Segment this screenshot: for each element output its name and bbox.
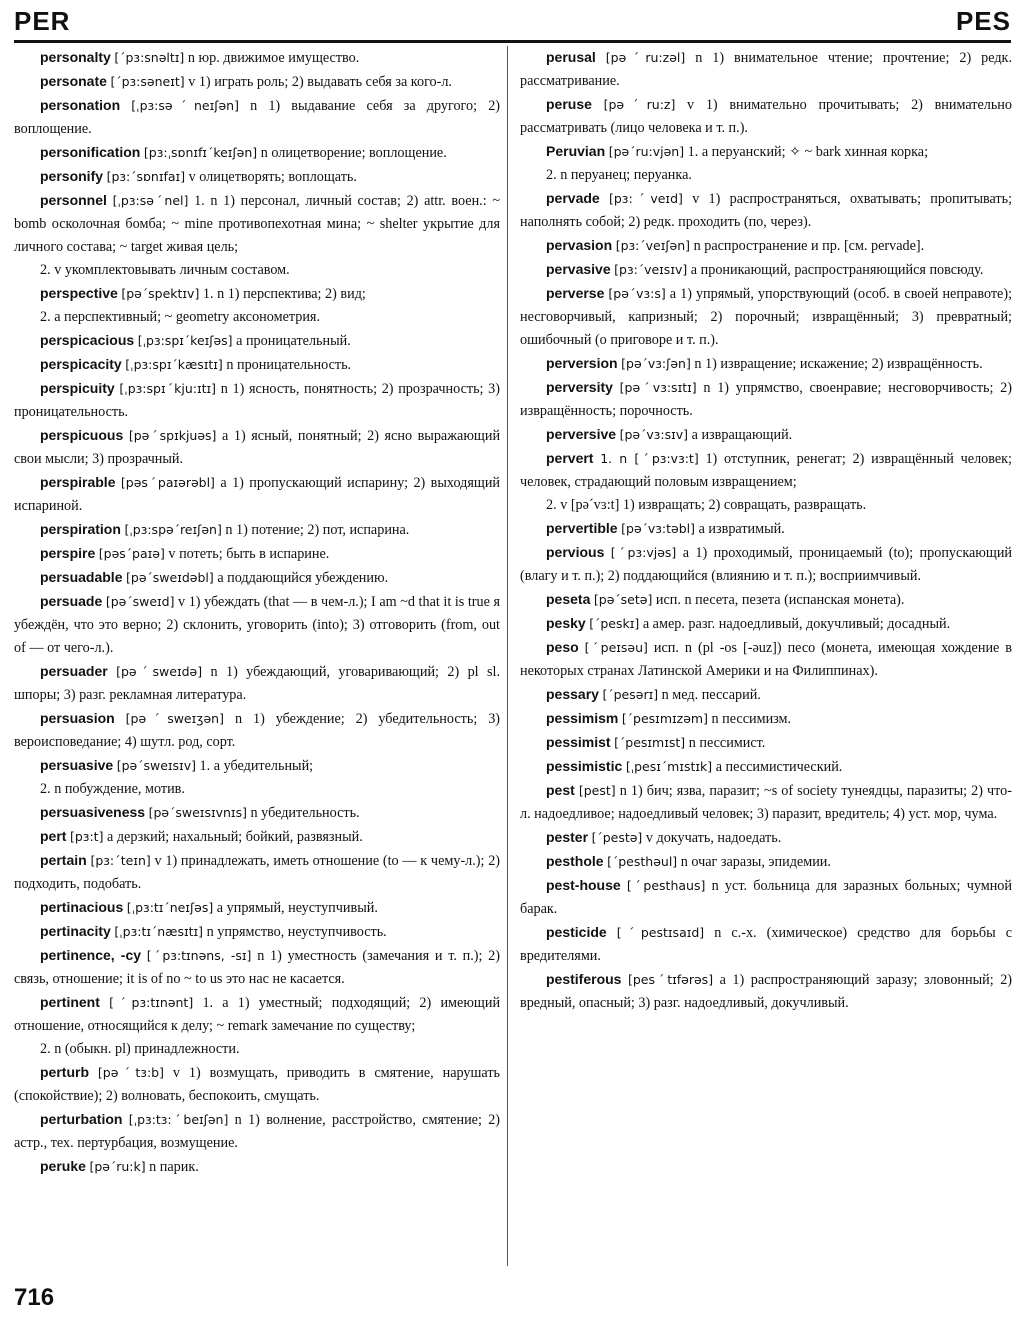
entry-definition: n 1) убеждающий, уговаривающий; 2) pl sl. шпоры; 3) разг. рекламная литература. bbox=[14, 664, 501, 703]
entry-definition: a амер. разг. надоедливый, докучливый; досадный. bbox=[642, 616, 951, 632]
entry-headword: perusal bbox=[546, 49, 596, 65]
entry-transcription: [pəsˊpaɪə] bbox=[98, 546, 165, 561]
entry-headword: persuader bbox=[40, 663, 108, 679]
dictionary-entry bbox=[14, 377, 500, 424]
entry-transcription: [ˊpɜ:vjəs] bbox=[610, 545, 677, 560]
dictionary-entry bbox=[14, 1155, 500, 1179]
entry-transcription: [ˊpɜ:tɪnəns, -sɪ] bbox=[146, 948, 252, 963]
entry-transcription: [ˊpeɪsəu] bbox=[584, 640, 648, 655]
entry-headword: pervasion bbox=[546, 237, 613, 253]
entry-headword: perspicacity bbox=[40, 356, 122, 372]
entry-transcription: [ˌpɜ:spəˊreɪʃən] bbox=[124, 522, 222, 537]
entry-transcription: [ˌpɜ:tɜ:ˊbeɪʃən] bbox=[128, 1112, 229, 1127]
dictionary-entry bbox=[520, 140, 1012, 164]
entry-transcription: [ˊpesərɪ] bbox=[602, 687, 659, 702]
entry-transcription: [pəˊvɜ:sɪtɪ] bbox=[619, 380, 697, 395]
dictionary-entry bbox=[520, 921, 1012, 968]
dictionary-entry bbox=[520, 93, 1012, 140]
entry-transcription: 1. n [ˊpɜ:vɜ:t] bbox=[600, 451, 699, 466]
entry-headword: pervasive bbox=[546, 261, 611, 277]
entry-transcription: [pɜ:ˊveɪʃən] bbox=[615, 238, 691, 253]
entry-headword: pest bbox=[546, 782, 575, 798]
entry-headword: pestiferous bbox=[546, 971, 622, 987]
dictionary-entry bbox=[14, 353, 500, 377]
entry-headword: perspicuous bbox=[40, 427, 124, 443]
entry-transcription: [pəsˊpaɪərəbl] bbox=[120, 475, 215, 490]
dictionary-entry bbox=[520, 164, 1012, 187]
entry-headword: perspicuity bbox=[40, 380, 115, 396]
entry-transcription: [pɜ:ˊveɪsɪv] bbox=[614, 262, 688, 277]
entry-headword: perturb bbox=[40, 1064, 89, 1080]
entry-transcription: [ˊpesthaus] bbox=[626, 878, 706, 893]
entry-headword: pertinent bbox=[40, 994, 100, 1010]
entry-definition: n очаг заразы, эпидемии. bbox=[680, 854, 831, 870]
entry-headword: perspiration bbox=[40, 521, 121, 537]
entry-transcription: [pəˊvɜ:s] bbox=[608, 286, 666, 301]
dictionary-entry bbox=[14, 944, 500, 991]
entry-definition: 1. n 1) перспектива; 2) вид; bbox=[202, 286, 366, 302]
entry-headword: persuasive bbox=[40, 757, 114, 773]
dictionary-entry bbox=[14, 896, 500, 920]
entry-transcription: [pəˊsweɪsɪvnɪs] bbox=[148, 805, 247, 820]
entry-headword: personate bbox=[40, 73, 107, 89]
entry-transcription: [pəˊsweɪd] bbox=[105, 594, 175, 609]
entry-definition: n с.-х. (химическое) средство для борьбы с вредителями. bbox=[520, 925, 1012, 964]
entry-definition: v 1) внимательно прочитывать; 2) внимательно рассматривать (лицо человека и т. п.). bbox=[520, 97, 1012, 136]
entry-headword: pessary bbox=[546, 686, 599, 702]
entry-definition: n 1) бич; язва, паразит; ~s of society тунеядцы, паразиты; 2) что-л. надоедливое; надоедливый человек; 3) паразит, вредитель; 4) уст. мор, чума. bbox=[520, 783, 1012, 822]
entry-headword: pessimistic bbox=[546, 758, 623, 774]
entry-transcription: [pɜ:ˊveɪd] bbox=[608, 191, 683, 206]
entry-transcription: [ˌpɜ:tɪˊneɪʃəs] bbox=[126, 900, 214, 915]
entry-definition: 1. n 1) персонал, личный состав; 2) attr. воен.: ~ bomb осколочная бомба; ~ mine противопехотная мина; ~ shelter укрытие для личного состава; ~ target живая цель; bbox=[14, 193, 501, 255]
dictionary-entry bbox=[14, 329, 500, 353]
dictionary-entry bbox=[520, 234, 1012, 258]
dictionary-entry bbox=[520, 755, 1012, 779]
entry-definition: 2. n (обыкн. pl) принадлежности. bbox=[40, 1041, 240, 1057]
entry-definition: a упрямый, неуступчивый. bbox=[216, 900, 378, 916]
dictionary-entry bbox=[14, 46, 500, 70]
entry-transcription: [pɜ:ˌsɒnɪfɪˊkeɪʃən] bbox=[143, 145, 258, 160]
entry-headword: perspicacious bbox=[40, 332, 135, 348]
entry-headword: pervert bbox=[546, 450, 594, 466]
entry-headword: personalty bbox=[40, 49, 111, 65]
dictionary-entry bbox=[520, 826, 1012, 850]
entry-definition: a 1) упрямый, упорствующий (особ. в своей неправоте); несговорчивый, капризный; 2) порочный; извращённый; 3) превратный; ошибочный (о приговоре и т. п.). bbox=[520, 286, 1013, 348]
entry-definition: a 1) проходимый, проницаемый (to); пропускающий (влагу и т. п.); 2) поддающийся (влиянию и т. п.); восприимчивый. bbox=[520, 545, 1013, 584]
entry-transcription: [ˊpestə] bbox=[591, 830, 643, 845]
dictionary-entry bbox=[520, 187, 1012, 234]
entry-headword: pest-house bbox=[546, 877, 621, 893]
entry-definition: a проницательный. bbox=[236, 333, 351, 349]
page-header bbox=[14, 4, 1011, 43]
dictionary-entry bbox=[520, 46, 1012, 93]
entry-definition: n пессимизм. bbox=[711, 711, 792, 727]
dictionary-entry bbox=[14, 566, 500, 590]
entry-definition: a поддающийся убеждению. bbox=[217, 570, 389, 586]
entry-transcription: [pest] bbox=[578, 783, 616, 798]
entry-transcription: [ˌpɜ:səˊneɪʃən] bbox=[131, 98, 239, 113]
entry-headword: Peruvian bbox=[546, 143, 606, 159]
entry-transcription: [pəˊspektɪv] bbox=[121, 286, 200, 301]
dictionary-entry bbox=[520, 423, 1012, 447]
dictionary-entry bbox=[14, 189, 500, 259]
entry-transcription: [ˊpesɪmɪst] bbox=[614, 735, 686, 750]
entry-transcription: [ˌpɜ:spɪˊkeɪʃəs] bbox=[137, 333, 233, 348]
entry-transcription: [pesˊtɪfərəs] bbox=[628, 972, 714, 987]
entry-transcription: [ˊpeskɪ] bbox=[589, 616, 640, 631]
entry-definition: 2. a перспективный; ~ geometry аксонометрия. bbox=[40, 309, 321, 325]
entry-headword: pervade bbox=[546, 190, 600, 206]
entry-definition: 1. a 1) уместный; подходящий; 2) имеющий отношение, относящийся к делу; ~ remark замечание по существу; bbox=[14, 995, 501, 1034]
entry-headword: persuade bbox=[40, 593, 103, 609]
dictionary-entry bbox=[520, 376, 1012, 423]
dictionary-entry bbox=[520, 588, 1012, 612]
entry-transcription: [pəˊspɪkjuəs] bbox=[128, 428, 217, 443]
entry-headword: pesky bbox=[546, 615, 586, 631]
entry-transcription: [pəˊru:vjən] bbox=[608, 144, 685, 159]
entry-headword: peruse bbox=[546, 96, 592, 112]
entry-headword: personification bbox=[40, 144, 141, 160]
dictionary-entry bbox=[14, 70, 500, 94]
entry-definition: v 1) возмущать, приводить в смятение, нарушать (спокойствие); 2) волновать, беспокоить, смущать. bbox=[14, 1065, 501, 1104]
entry-definition: a 1) ясный, понятный; 2) ясно выражающий свои мысли; 3) прозрачный. bbox=[14, 428, 501, 467]
entry-definition: n проницательность. bbox=[226, 357, 352, 373]
entry-definition: v 1) убеждать (that — в чем-л.); I am ~d that it is true я убеждён, что это верно; 2) склонить, уговорить (into); 3) отговорить (from, out of — от чего-л.). bbox=[14, 594, 500, 656]
entry-headword: perspective bbox=[40, 285, 118, 301]
entry-definition: 2. v укомплектовывать личным составом. bbox=[40, 262, 290, 278]
entry-definition: a 1) распространяющий заразу; зловонный; 2) вредный, опасный; 3) разг. надоедливый, докучливый. bbox=[520, 972, 1013, 1011]
entry-definition: n парик. bbox=[149, 1159, 199, 1175]
entry-headword: persuadable bbox=[40, 569, 123, 585]
entry-transcription: [pəˊvɜ:ʃən] bbox=[621, 356, 691, 371]
entry-transcription: [ˊpɜ:səneɪt] bbox=[110, 74, 185, 89]
dictionary-entry bbox=[520, 447, 1012, 494]
entry-definition: n 1) уместность (замечания и т. п.); 2) связь, отношение; it is of no ~ to us это нас не касается. bbox=[14, 948, 501, 987]
dictionary-entry bbox=[520, 541, 1012, 588]
entry-definition: n 1) выдавание себя за другого; 2) воплощение. bbox=[14, 98, 501, 137]
dictionary-entry bbox=[14, 94, 500, 141]
entry-definition: v потеть; быть в испарине. bbox=[168, 546, 330, 562]
dictionary-entry bbox=[14, 590, 500, 660]
entry-definition: a извратимый. bbox=[698, 521, 785, 537]
entry-definition: v 1) распространяться, охватывать; пропитывать; наполнять собой; 2) редк. проходить (по, через). bbox=[520, 191, 1013, 230]
entry-headword: pert bbox=[40, 828, 67, 844]
dictionary-entry bbox=[14, 849, 500, 896]
entry-transcription: [pəˊvɜ:təbl] bbox=[621, 521, 696, 536]
entry-headword: perversity bbox=[546, 379, 613, 395]
entry-definition: 2. n перуанец; перуанка. bbox=[546, 167, 692, 183]
dictionary-entry bbox=[14, 141, 500, 165]
entry-transcription: [pɜ:t] bbox=[70, 829, 104, 844]
left-column bbox=[14, 46, 500, 1179]
dictionary-entry bbox=[14, 991, 500, 1038]
entry-transcription: [pəˊsweɪsɪv] bbox=[116, 758, 196, 773]
entry-definition: n 1) ясность, понятность; 2) прозрачность; 3) проницательность. bbox=[14, 381, 500, 420]
dictionary-entry bbox=[520, 494, 1012, 517]
entry-definition: 1. a перуанский; ✧ ~ bark хинная корка; bbox=[687, 144, 929, 160]
dictionary-entry bbox=[14, 660, 500, 707]
entry-definition: 1) отступник, ренегат; 2) извращённый человек; человек, страдающий половым извращением; bbox=[520, 451, 1012, 490]
dictionary-entry bbox=[14, 282, 500, 306]
entry-transcription: [pəˊtɜ:b] bbox=[97, 1065, 164, 1080]
dictionary-entry bbox=[520, 707, 1012, 731]
entry-transcription: [pəˊvɜ:sɪv] bbox=[619, 427, 689, 442]
entry-headword: perturbation bbox=[40, 1111, 123, 1127]
dictionary-entry bbox=[14, 165, 500, 189]
entry-headword: pessimism bbox=[546, 710, 619, 726]
entry-definition: n 1) убеждение; 2) убедительность; 3) вероисповедание; 4) шутл. род, сорт. bbox=[14, 711, 501, 750]
entry-definition: n олицетворение; воплощение. bbox=[260, 145, 447, 161]
entry-headword: pessimist bbox=[546, 734, 611, 750]
entry-headword: pertain bbox=[40, 852, 87, 868]
dictionary-entry bbox=[14, 825, 500, 849]
dictionary-entry bbox=[520, 968, 1012, 1015]
entry-headword: persuasion bbox=[40, 710, 115, 726]
entry-definition: v докучать, надоедать. bbox=[645, 830, 782, 846]
dictionary-entry bbox=[14, 801, 500, 825]
entry-headword: pervertible bbox=[546, 520, 618, 536]
entry-definition: n пессимист. bbox=[688, 735, 766, 751]
dictionary-entry bbox=[520, 612, 1012, 636]
entry-definition: 1. a убедительный; bbox=[199, 758, 314, 774]
dictionary-entry bbox=[14, 259, 500, 282]
entry-headword: peruke bbox=[40, 1158, 86, 1174]
dictionary-entry bbox=[14, 1108, 500, 1155]
entry-transcription: [ˊpɜ:tɪnənt] bbox=[109, 995, 194, 1010]
entry-definition: исп. n песета, пезета (испанская монета). bbox=[655, 592, 905, 608]
entry-headword: pesthole bbox=[546, 853, 604, 869]
entry-definition: n уст. больница для заразных больных; чумной барак. bbox=[520, 878, 1012, 917]
entry-transcription: [pɜ:ˊteɪn] bbox=[90, 853, 151, 868]
entry-headword: perspire bbox=[40, 545, 96, 561]
entry-transcription: [ˌpɜ:tɪˊnæsɪtɪ] bbox=[114, 924, 204, 939]
entry-headword: pervious bbox=[546, 544, 605, 560]
column-divider bbox=[507, 46, 508, 1266]
entry-definition: n мед. пессарий. bbox=[661, 687, 761, 703]
dictionary-entry bbox=[520, 282, 1012, 352]
entry-definition: a извращающий. bbox=[691, 427, 793, 443]
entry-transcription: [ˊpɜ:snəltɪ] bbox=[114, 50, 185, 65]
dictionary-entry bbox=[520, 683, 1012, 707]
entry-headword: perverse bbox=[546, 285, 605, 301]
entry-headword: persuasiveness bbox=[40, 804, 146, 820]
entry-headword: peso bbox=[546, 639, 579, 655]
dictionary-entry bbox=[14, 707, 500, 754]
entry-headword: pesticide bbox=[546, 924, 607, 940]
entry-definition: n 1) внимательное чтение; прочтение; 2) редк. рассматривание. bbox=[520, 50, 1013, 89]
entry-headword: perversion bbox=[546, 355, 618, 371]
dictionary-entry bbox=[14, 424, 500, 471]
entry-headword: perspirable bbox=[40, 474, 116, 490]
entry-definition: a проникающий, распространяющийся повсюду. bbox=[690, 262, 984, 278]
dictionary-entry bbox=[14, 518, 500, 542]
entry-transcription: [ˊpesthəul] bbox=[607, 854, 678, 869]
entry-definition: n 1) волнение, расстройство, смятение; 2) астр., тех. пертурбация, возмущение. bbox=[14, 1112, 501, 1151]
entry-transcription: [ˊpesɪmɪzəm] bbox=[621, 711, 708, 726]
dictionary-entry bbox=[14, 542, 500, 566]
dictionary-entry bbox=[14, 471, 500, 518]
entry-headword: peseta bbox=[546, 591, 591, 607]
entry-definition: n юр. движимое имущество. bbox=[187, 50, 360, 66]
entry-transcription: [pəˊsweɪdəbl] bbox=[126, 570, 214, 585]
dictionary-entry bbox=[520, 731, 1012, 755]
entry-headword: personify bbox=[40, 168, 104, 184]
entry-definition: n убедительность. bbox=[250, 805, 360, 821]
entry-definition: a 1) пропускающий испарину; 2) выходящий испариной. bbox=[14, 475, 501, 514]
entry-definition: a пессимистический. bbox=[715, 759, 843, 775]
entry-definition: 2. v [pəˊvɜ:t] 1) извращать; 2) совращать, развращать. bbox=[546, 497, 867, 513]
entry-definition: n распространение и пр. [см. pervade]. bbox=[693, 238, 925, 254]
entry-transcription: [pəˊru:k] bbox=[89, 1159, 146, 1174]
entry-headword: pester bbox=[546, 829, 589, 845]
dictionary-entry bbox=[14, 778, 500, 801]
entry-headword: perversive bbox=[546, 426, 617, 442]
entry-transcription: [pɜ:ˊsɒnɪfaɪ] bbox=[106, 169, 186, 184]
dictionary-entry bbox=[14, 754, 500, 778]
dictionary-entry bbox=[520, 258, 1012, 282]
right-column bbox=[520, 46, 1012, 1015]
entry-transcription: [ˌpɜ:spɪˊkæsɪtɪ] bbox=[125, 357, 223, 372]
entry-definition: v 1) играть роль; 2) выдавать себя за кого-л. bbox=[188, 74, 452, 90]
dictionary-entry bbox=[520, 352, 1012, 376]
guide-word-right: PES bbox=[955, 6, 1011, 36]
entry-transcription: [ˌpɜ:səˊnel] bbox=[112, 193, 189, 208]
entry-definition: n 1) извращение; искажение; 2) извращённость. bbox=[694, 356, 983, 372]
entry-definition: a дерзкий; нахальный; бойкий, развязный. bbox=[107, 829, 363, 845]
entry-transcription: [ˌpɜ:spɪˊkju:ɪtɪ] bbox=[119, 381, 217, 396]
dictionary-entry bbox=[520, 850, 1012, 874]
entry-transcription: [ˌpesɪˊmɪstɪk] bbox=[625, 759, 713, 774]
guide-word-left: PER bbox=[14, 6, 71, 36]
dictionary-entry bbox=[520, 636, 1012, 683]
entry-definition: n упрямство, неуступчивость. bbox=[206, 924, 387, 940]
entry-headword: pertinence, -cy bbox=[40, 947, 142, 963]
entry-definition: v олицетворять; воплощать. bbox=[188, 169, 357, 185]
dictionary-entry bbox=[520, 517, 1012, 541]
dictionary-entry bbox=[14, 920, 500, 944]
entry-definition: n 1) упрямство, своенравие; несговорчивость; 2) извращённость; порочность. bbox=[520, 380, 1012, 419]
entry-headword: personnel bbox=[40, 192, 107, 208]
entry-headword: pertinacious bbox=[40, 899, 124, 915]
dictionary-entry bbox=[520, 779, 1012, 826]
entry-transcription: [pəˊru:zəl] bbox=[605, 50, 686, 65]
dictionary-entry bbox=[14, 1038, 500, 1061]
entry-transcription: [ˊpestɪsaɪd] bbox=[616, 925, 705, 940]
entry-transcription: [pəˊru:z] bbox=[603, 97, 676, 112]
entry-definition: исп. n (pl -os [-əuz]) песо (монета, имеющая хождение в некоторых странах Латинской Америки и на Филиппинах). bbox=[520, 640, 1013, 679]
page-number: 716 bbox=[14, 1284, 55, 1311]
entry-transcription: [pəˊsweɪdə] bbox=[116, 664, 203, 679]
entry-definition: v 1) принадлежать, иметь отношение (to — к чему-л.); 2) подходить, подобать. bbox=[14, 853, 501, 892]
dictionary-entry bbox=[14, 306, 500, 329]
entry-transcription: [pəˊsetə] bbox=[593, 592, 653, 607]
dictionary-entry bbox=[520, 874, 1012, 921]
dictionary-entry bbox=[14, 1061, 500, 1108]
entry-definition: 2. n побуждение, мотив. bbox=[40, 781, 185, 797]
entry-headword: personation bbox=[40, 97, 121, 113]
entry-definition: n 1) потение; 2) пот, испарина. bbox=[225, 522, 410, 538]
entry-headword: pertinacity bbox=[40, 923, 111, 939]
entry-transcription: [pəˊsweɪʒən] bbox=[125, 711, 224, 726]
